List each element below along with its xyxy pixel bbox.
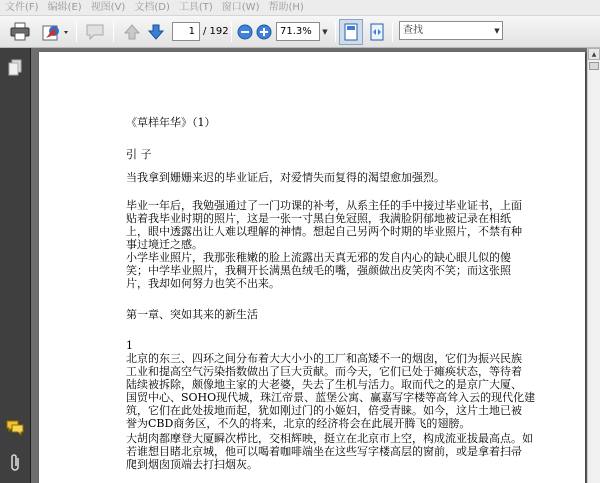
fit-page-button[interactable]: [339, 19, 363, 45]
search-dropdown-button[interactable]: [492, 22, 502, 39]
doc-paragraph-line: 筑，它们在此处拔地而起，犹如刚过门的小姬妇，倍受青睐。如今，这片土地已被: [126, 404, 522, 417]
previous-page-button[interactable]: [121, 21, 143, 43]
doc-paragraph-line: 事过境迁之感。: [126, 238, 203, 251]
comment-bubble-icon: [84, 22, 106, 42]
doc-paragraph-line: 大胡肉都摩登大厦瞬次栉比，交相辉映，挺立在北京市上空，构成流亚拔最高点。如: [126, 432, 533, 445]
doc-title: 《草样年华》（1）: [126, 116, 216, 129]
doc-paragraph-line: 工业和提高空气污染指数做出了巨大贡献。而今天，它们已处于瘫痪状态，等待着: [126, 365, 522, 378]
doc-paragraph-line: 笑；中学毕业照片，我稠开长满黑色绒毛的嘴，强颜做出皮笑肉不笑；而这张照: [126, 264, 511, 277]
arrow-down-icon: [147, 23, 165, 41]
attachments-icon: [8, 453, 22, 473]
page-total: / 192: [203, 26, 229, 37]
attachments-panel-button[interactable]: [6, 452, 24, 474]
zoom-in-icon: [256, 24, 272, 40]
doc-paragraph-line: 毕业一年后，我勉强通过了一门功课的补考，从系主任的手中接过毕业证书，上面: [126, 199, 522, 212]
document-view[interactable]: [31, 48, 587, 483]
chevron-down-icon: ▼: [494, 26, 500, 35]
doc-paragraph-line: 北京的东三、四环之间分布着大大小小的工厂和高矮不一的烟囱，它们为振兴民族: [126, 352, 522, 365]
menu-bar: [0, 0, 600, 16]
printer-icon: [9, 22, 31, 42]
toolbar: [0, 16, 600, 48]
doc-paragraph-line: 片，我却如何努力也笑不出来。: [126, 277, 280, 290]
arrow-up-icon: [123, 23, 141, 41]
pages-icon: [8, 59, 22, 77]
comment-tool-button[interactable]: [82, 20, 108, 44]
menu-document[interactable]: 文档(D): [134, 1, 170, 13]
menu-edit[interactable]: 编辑(E): [47, 1, 82, 13]
zoom-dropdown-button[interactable]: [320, 22, 330, 41]
full-screen-button[interactable]: [366, 20, 388, 44]
document-page: [39, 52, 585, 483]
scroll-up-button[interactable]: [588, 48, 600, 60]
doc-paragraph-line: 国贸中心、SOHO现代城，珠江帝景、蓝堡公寓、赢嘉写字楼等高耸入云的现代化建: [126, 391, 536, 404]
doc-paragraph-line: 当我拿到姗姗来迟的毕业证后，对爱情失而复得的渴望愈加强烈。: [126, 171, 445, 184]
menu-window[interactable]: 窗口(W): [221, 1, 260, 13]
navigation-panel: [0, 48, 31, 483]
doc-chapter-heading: 第一章、突如其来的新生活: [126, 308, 258, 321]
doc-paragraph-line: 贴着我毕业时期的照片，这是一张一寸黑白免冠照，我满脸阴郁地被记录在相纸: [126, 212, 511, 225]
zoom-in-button[interactable]: [255, 23, 273, 41]
zoom-out-button[interactable]: [236, 23, 254, 41]
menu-help[interactable]: 帮助(H): [268, 1, 304, 13]
doc-paragraph-line: 爬到烟囱顶端去打扫烟灰。: [126, 458, 258, 471]
menu-view[interactable]: 视图(V): [90, 1, 126, 13]
chevron-up-icon: ▲: [591, 50, 597, 58]
doc-paragraph-line: 誉为CBD商务区，不久的将来，北京的经济将会在此展开腾飞的翅膀。: [126, 417, 471, 430]
doc-heading-intro: 引 子: [126, 148, 152, 161]
attach-email-button[interactable]: [39, 20, 71, 44]
menu-file[interactable]: 文件(F): [5, 1, 39, 13]
email-icon: [40, 22, 70, 42]
menu-tools[interactable]: 工具(T): [178, 1, 213, 13]
page-number-input[interactable]: 1: [172, 22, 200, 41]
doc-section-number: 1: [126, 339, 133, 352]
scrollbar-thumb[interactable]: [589, 62, 599, 70]
zoom-out-icon: [237, 24, 253, 40]
comments-icon: [6, 420, 24, 436]
doc-paragraph-line: 上，眼中透露出让人难以理解的神情。想起自己另两个时期的毕业照片，不禁有种: [126, 225, 522, 238]
doc-paragraph-line: 小学毕业照片，我那张稚嫩的脸上流露出天真无邪的发自内心的缺心眼儿似的傻: [126, 251, 511, 264]
chevron-down-icon: ▼: [322, 27, 328, 36]
vertical-scrollbar[interactable]: [587, 48, 600, 483]
pages-panel-button[interactable]: [6, 58, 24, 78]
search-input[interactable]: 查找: [399, 21, 503, 40]
comments-panel-button[interactable]: [5, 418, 25, 438]
fit-width-icon: [368, 22, 386, 42]
fit-page-icon: [342, 22, 360, 42]
doc-paragraph-line: 若谁想目睹北京城，他可以喝着咖啡端坐在这些写字楼高层的窗前，或是拿着扫帚: [126, 445, 522, 458]
doc-paragraph-line: 陆续被拆除，颇像地主家的大老婆，失去了生机与活力。取而代之的是京广大厦、: [126, 378, 522, 391]
zoom-level-input[interactable]: 71.3%: [276, 22, 320, 41]
print-button[interactable]: [7, 20, 33, 44]
next-page-button[interactable]: [145, 21, 167, 43]
